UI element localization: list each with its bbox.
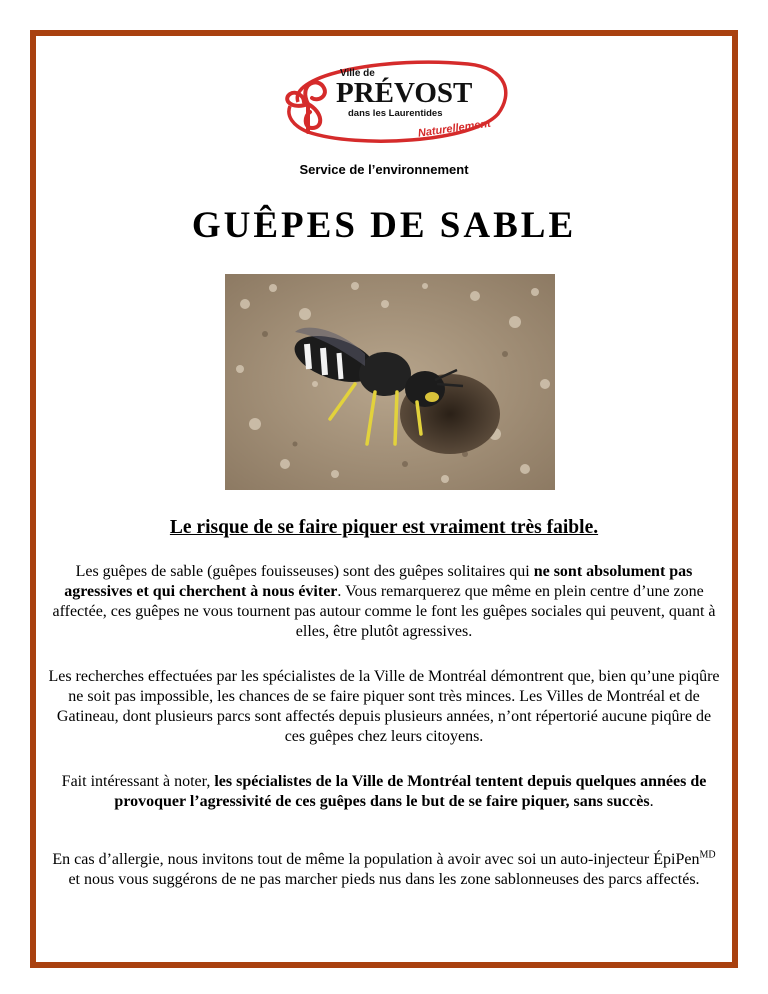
logo-name: PRÉVOST	[336, 77, 473, 109]
page-border	[30, 30, 738, 968]
headline: Le risque de se faire piquer est vraiment très faible.	[169, 517, 599, 538]
paragraph-4-text-c: et nous vous suggérons de ne pas marcher pieds nus dans les zone sablonneuses des parcs affectés.	[68, 871, 700, 888]
paragraph-2	[48, 667, 720, 747]
prevost-logo	[268, 54, 508, 144]
paragraph-1-text-c: . Vous remarquerez que même en plein centre d’une zone affectée, ces guêpes ne vous tournent pas autour comme le font les guêpes sociales qui peuvent, quant à elles, être plutôt agressives.	[52, 583, 716, 640]
paragraph-3-text-c: .	[649, 793, 654, 810]
logo-ville-de: Ville de	[340, 68, 375, 79]
paragraph-1-bold: ne sont absolument pas agressives et qui cherchent à nous éviter	[64, 563, 693, 600]
paragraph-3-text-a: Fait intéressant à noter,	[61, 773, 215, 790]
sand-wasp-photo	[225, 274, 555, 490]
logo-tagline: Naturellement	[417, 117, 492, 140]
page-title: GUÊPES DE SABLE	[191, 205, 577, 246]
paragraph-3-bold: les spécialistes de la Ville de Montréal tentent depuis quelques années de provoquer l’agressivité de ces guêpes dans le but de se faire piquer, sans succès	[114, 773, 707, 810]
paragraph-1-text-a: Les guêpes de sable (guêpes fouisseuses) sont des guêpes solitaires qui	[75, 563, 534, 580]
service-label: Service de l’environnement	[299, 162, 469, 177]
trademark-sup: MD	[699, 849, 716, 861]
paragraph-3	[48, 772, 720, 812]
paragraph-2-text: Les recherches effectuées par les spécialistes de la Ville de Montréal démontrent que, bien qu’une piqûre ne soit pas impossible, les chances de se faire piquer sont très minces. Les Villes de Montréal et de Gatineau, dont plusieurs parcs sont affectés depuis plusieurs années, n’ont répertorié aucune piqûre de ces guêpes chez leurs citoyens.	[48, 668, 720, 745]
logo-subtitle: dans les Laurentides	[348, 108, 443, 119]
paragraph-4-text-a: En cas d’allergie, nous invitons tout de même la population à avoir avec soi un auto-injecteur ÉpiPen	[52, 851, 700, 868]
paragraph-1	[48, 562, 720, 642]
fleur-icon	[287, 82, 325, 132]
paragraph-4	[48, 850, 720, 890]
